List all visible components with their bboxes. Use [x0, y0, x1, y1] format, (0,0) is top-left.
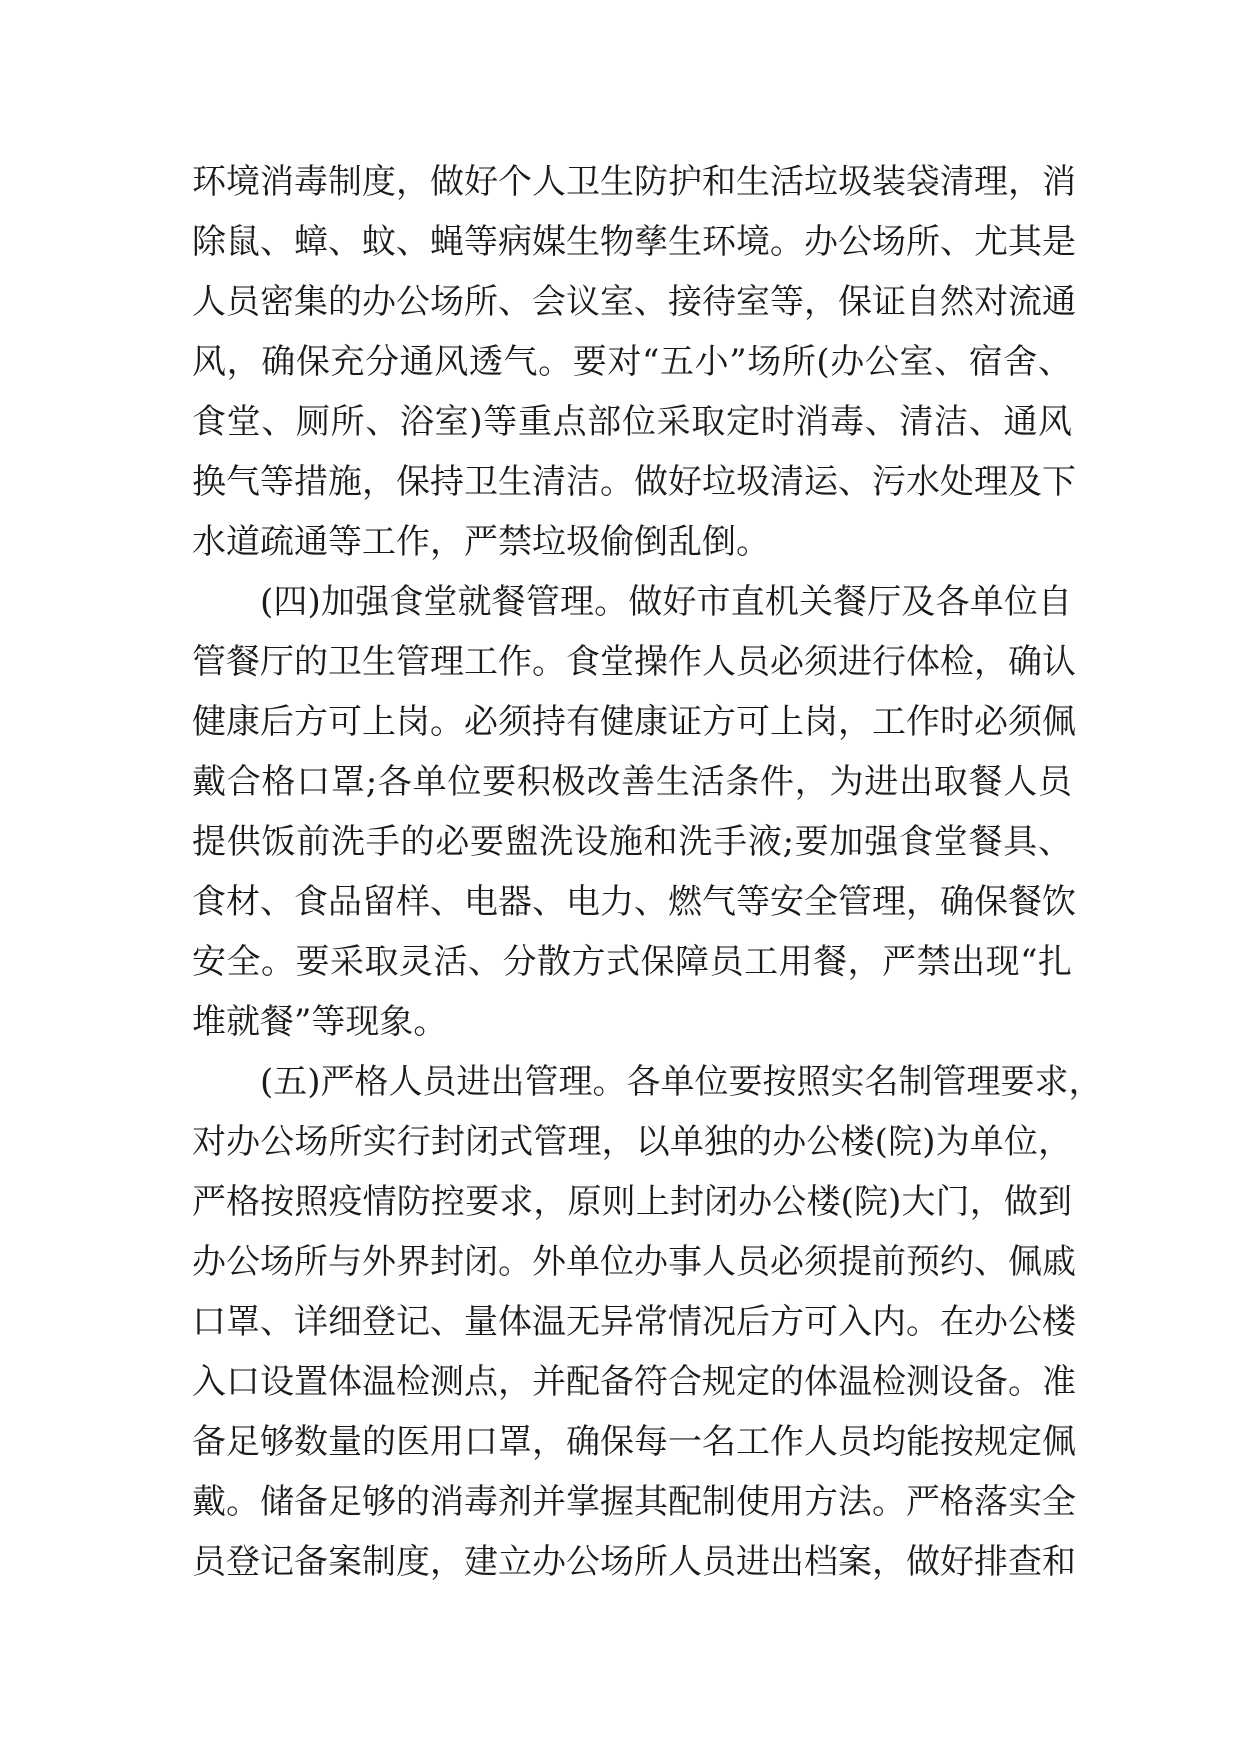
- text-line: 健康后方可上岗。必须持有健康证方可上岗，工作时必须佩: [192, 702, 1076, 742]
- text-line: 戴。储备足够的消毒剂并掌握其配制使用方法。严格落实全: [192, 1482, 1076, 1522]
- text-line: 人员密集的办公场所、会议室、接待室等，保证自然对流通: [192, 282, 1076, 322]
- text-line: 严格按照疫情防控要求，原则上封闭办公楼(院)大门，做到: [192, 1182, 1072, 1222]
- text-line: 办公场所与外界封闭。外单位办事人员必须提前预约、佩戚: [192, 1242, 1076, 1282]
- text-line: 备足够数量的医用口罩，确保每一名工作人员均能按规定佩: [192, 1422, 1076, 1462]
- text-line: 堆就餐”等现象。: [192, 1002, 448, 1042]
- text-line: 水道疏通等工作，严禁垃圾偷倒乱倒。: [192, 522, 770, 562]
- text-line: 风，确保充分通风透气。要对“五小”场所(办公室、宿舍、: [192, 342, 1072, 382]
- section-heading-line: (五)严格人员进出管理。各单位要按照实名制管理要求，: [260, 1062, 1103, 1102]
- text-line: 管餐厅的卫生管理工作。食堂操作人员必须进行体检，确认: [192, 642, 1076, 682]
- text-line: 入口设置体温检测点，并配备符合规定的体温检测设备。准: [192, 1362, 1076, 1402]
- text-line: 安全。要采取灵活、分散方式保障员工用餐，严禁出现“扎: [192, 942, 1072, 982]
- text-line: 提供饭前洗手的必要盥洗设施和洗手液;要加强食堂餐具、: [192, 822, 1072, 862]
- text-line: 食材、食品留样、电器、电力、燃气等安全管理，确保餐饮: [192, 882, 1076, 922]
- text-line: 环境消毒制度，做好个人卫生防护和生活垃圾装袋清理，消: [192, 162, 1076, 202]
- text-line: 换气等措施，保持卫生清洁。做好垃圾清运、污水处理及下: [192, 462, 1076, 502]
- text-line: 口罩、详细登记、量体温无异常情况后方可入内。在办公楼: [192, 1302, 1076, 1342]
- text-line: 对办公场所实行封闭式管理，以单独的办公楼(院)为单位，: [192, 1122, 1072, 1162]
- text-line: 戴合格口罩;各单位要积极改善生活条件，为进出取餐人员: [192, 762, 1072, 802]
- section-heading-line: (四)加强食堂就餐管理。做好市直机关餐厅及各单位自: [260, 582, 1072, 622]
- text-line: 食堂、厕所、浴室)等重点部位采取定时消毒、清洁、通风: [192, 402, 1072, 442]
- text-line: 除鼠、蟑、蚊、蝇等病媒生物孳生环境。办公场所、尤其是: [192, 222, 1076, 262]
- text-line: 员登记备案制度，建立办公场所人员进出档案，做好排查和: [192, 1542, 1076, 1582]
